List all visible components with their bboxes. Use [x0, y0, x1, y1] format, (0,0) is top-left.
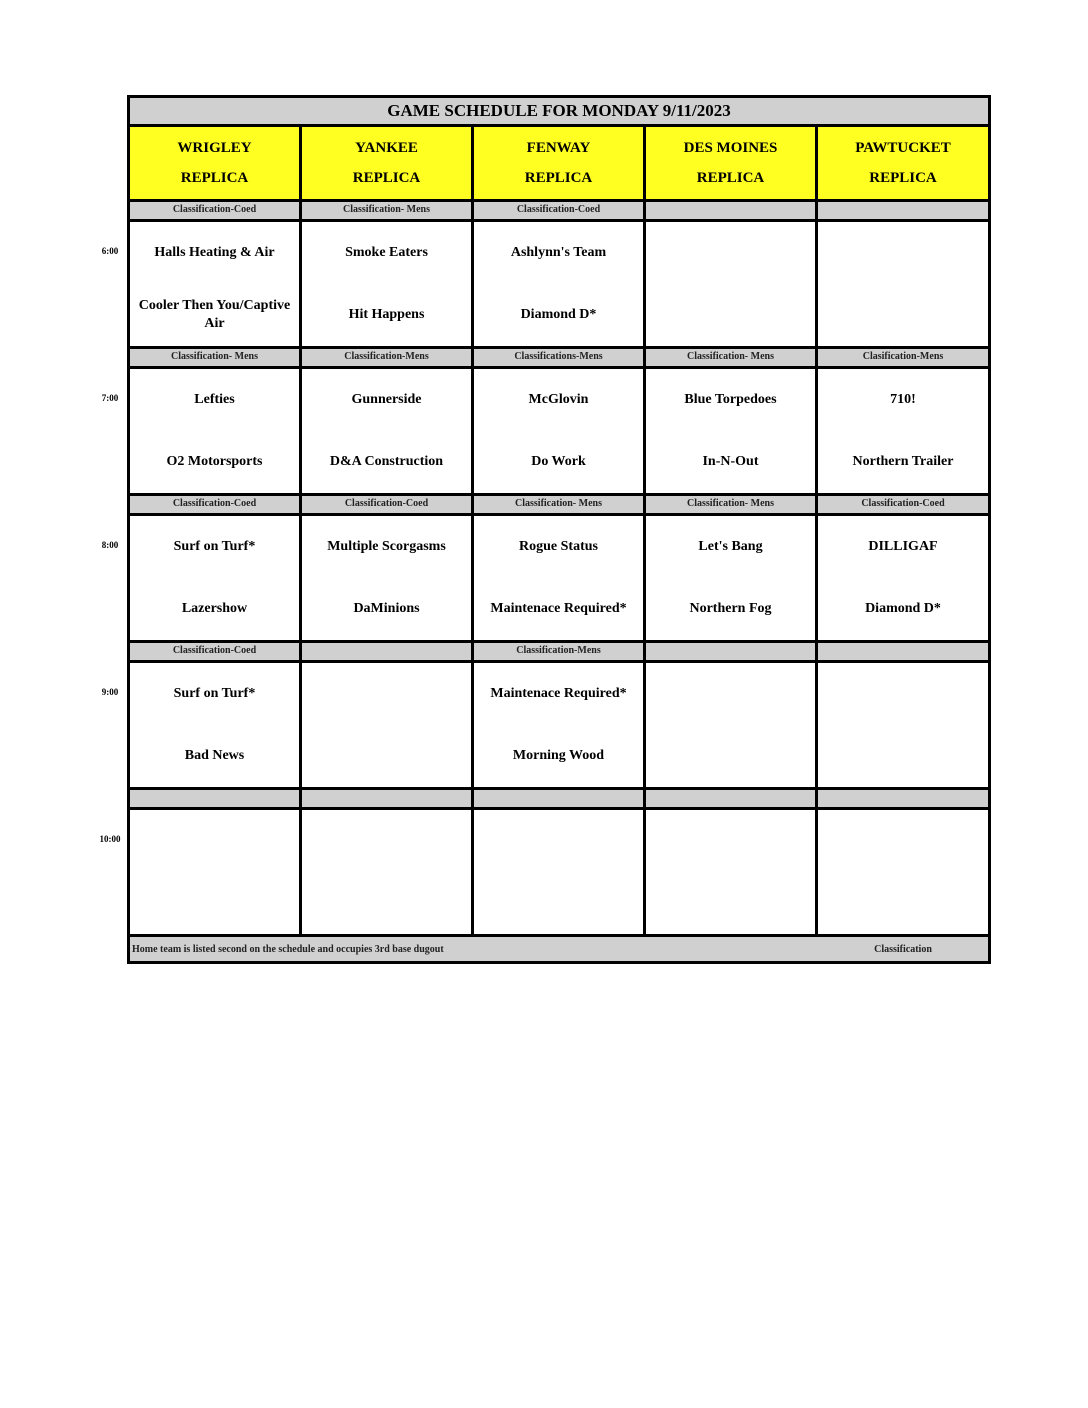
away-team: Halls Heating & Air [154, 245, 275, 260]
classification-cell: Classification-Mens [302, 349, 474, 366]
home-team: Hit Happens [348, 307, 425, 322]
away-team [302, 810, 471, 872]
time-label: 7:00 [101, 393, 119, 403]
classification-cell [818, 790, 988, 807]
home-team: Northern Fog [689, 601, 772, 616]
field-type: REPLICA [180, 169, 249, 186]
classification-cell: Classification-Coed [818, 496, 988, 513]
game-cell [302, 516, 474, 640]
classification-row [130, 643, 988, 663]
away-team: Surf on Turf* [173, 539, 256, 554]
schedule-footer [130, 937, 988, 961]
classification-row [130, 790, 988, 810]
home-team: Diamond D* [520, 307, 597, 322]
field-type: REPLICA [352, 169, 421, 186]
classification-row [130, 202, 988, 222]
home-team: Bad News [184, 748, 245, 763]
away-team: Ashlynn's Team [510, 245, 607, 260]
home-team [302, 725, 471, 787]
games-row [130, 369, 988, 496]
classification-cell: Classification- Mens [646, 496, 818, 513]
game-cell [646, 222, 818, 346]
schedule-title: GAME SCHEDULE FOR MONDAY 9/11/2023 [130, 98, 988, 127]
away-team: Blue Torpedoes [684, 392, 777, 407]
classification-cell [302, 790, 474, 807]
game-cell [302, 810, 474, 934]
field-header-row [130, 127, 988, 202]
away-team [302, 663, 471, 725]
away-team [646, 810, 815, 872]
games-row [130, 810, 988, 937]
game-cell [818, 516, 988, 640]
home-team: O2 Motorsports [166, 454, 263, 469]
home-team: Do Work [531, 454, 586, 469]
away-team [646, 222, 815, 284]
classification-cell [818, 643, 988, 660]
classification-cell: Classification-Coed [130, 202, 302, 219]
classification-cell: Classification-Coed [130, 496, 302, 513]
home-team [302, 872, 471, 934]
game-cell [130, 663, 302, 787]
game-cell [130, 810, 302, 934]
home-team [474, 872, 643, 934]
classification-row [130, 496, 988, 516]
home-team: In-N-Out [702, 454, 759, 469]
game-cell [646, 663, 818, 787]
classification-cell: Clasification-Mens [818, 349, 988, 366]
away-team: McGlovin [528, 392, 589, 407]
classification-cell [646, 202, 818, 219]
home-team: Northern Trailer [852, 454, 954, 469]
away-team [474, 810, 643, 872]
field-type: REPLICA [869, 169, 937, 186]
classification-cell: Classification- Mens [474, 496, 646, 513]
away-team: Lefties [194, 392, 235, 407]
field-header [646, 127, 818, 199]
home-team: DaMinions [353, 601, 420, 616]
home-team [646, 872, 815, 934]
field-header [818, 127, 988, 199]
game-cell [302, 222, 474, 346]
schedule-table [127, 95, 991, 964]
field-header [130, 127, 302, 199]
classification-cell [646, 643, 818, 660]
classification-cell [646, 790, 818, 807]
home-team [818, 725, 988, 787]
home-team: Diamond D* [865, 601, 941, 616]
away-team: Multiple Scorgasms [327, 539, 446, 554]
classification-cell: Classification-Coed [130, 643, 302, 660]
game-cell [818, 663, 988, 787]
home-team-note: Home team is listed second on the schedule and occupies 3rd base dugout [132, 943, 444, 955]
classification-cell: Classifications-Mens [474, 349, 646, 366]
away-team: 710! [890, 392, 916, 407]
classification-legend: Classification [874, 943, 932, 955]
game-cell [130, 222, 302, 346]
away-team: Smoke Eaters [345, 245, 428, 260]
classification-cell: Classification-Mens [474, 643, 646, 660]
game-cell [302, 369, 474, 493]
classification-cell: Classification-Coed [302, 496, 474, 513]
field-name: YANKEE [355, 139, 418, 156]
time-label: 6:00 [101, 246, 119, 256]
field-header [302, 127, 474, 199]
classification-cell: Classification- Mens [130, 349, 302, 366]
games-row [130, 516, 988, 643]
home-team [646, 284, 815, 346]
field-type: REPLICA [524, 169, 593, 186]
classification-row [130, 349, 988, 369]
field-header [474, 127, 646, 199]
game-cell [474, 222, 646, 346]
game-cell [646, 516, 818, 640]
classification-cell [818, 202, 988, 219]
game-cell [646, 810, 818, 934]
field-name: PAWTUCKET [855, 139, 951, 156]
classification-cell [302, 643, 474, 660]
classification-cell [474, 790, 646, 807]
home-team [646, 725, 815, 787]
home-team: Cooler Then You/Captive Air [138, 298, 291, 331]
away-team: Rogue Status [519, 539, 598, 554]
classification-cell: Classification-Coed [474, 202, 646, 219]
home-team: Lazershow [181, 601, 248, 616]
home-team: Maintenace Required* [490, 601, 627, 616]
game-cell [646, 369, 818, 493]
away-team [818, 663, 988, 725]
time-label: 10:00 [99, 834, 121, 844]
game-cell [474, 810, 646, 934]
away-team: Surf on Turf* [173, 686, 256, 701]
away-team [818, 222, 988, 284]
away-team [646, 663, 815, 725]
home-team: D&A Construction [329, 454, 444, 469]
field-name: FENWAY [526, 139, 591, 156]
classification-cell: Classification- Mens [302, 202, 474, 219]
games-row [130, 222, 988, 349]
away-team: Maintenace Required* [490, 686, 627, 701]
classification-cell [130, 790, 302, 807]
time-label: 9:00 [101, 687, 119, 697]
home-team: Morning Wood [512, 748, 605, 763]
away-team [130, 810, 299, 872]
field-name: WRIGLEY [177, 139, 252, 156]
classification-cell: Classification- Mens [646, 349, 818, 366]
time-label: 8:00 [101, 540, 119, 550]
field-type: REPLICA [696, 169, 765, 186]
game-cell [302, 663, 474, 787]
away-team: Let's Bang [698, 539, 763, 554]
field-name: DES MOINES [683, 139, 778, 156]
away-team: DILLIGAF [868, 539, 938, 554]
away-team [818, 810, 988, 872]
game-cell [818, 369, 988, 493]
games-row [130, 663, 988, 790]
home-team [818, 284, 988, 346]
game-cell [130, 516, 302, 640]
game-cell [130, 369, 302, 493]
home-team [818, 872, 988, 934]
time-slots [130, 202, 988, 937]
game-cell [474, 516, 646, 640]
game-cell [818, 810, 988, 934]
game-cell [818, 222, 988, 346]
game-cell [474, 663, 646, 787]
away-team: Gunnerside [351, 392, 422, 407]
game-cell [474, 369, 646, 493]
home-team [130, 872, 299, 934]
